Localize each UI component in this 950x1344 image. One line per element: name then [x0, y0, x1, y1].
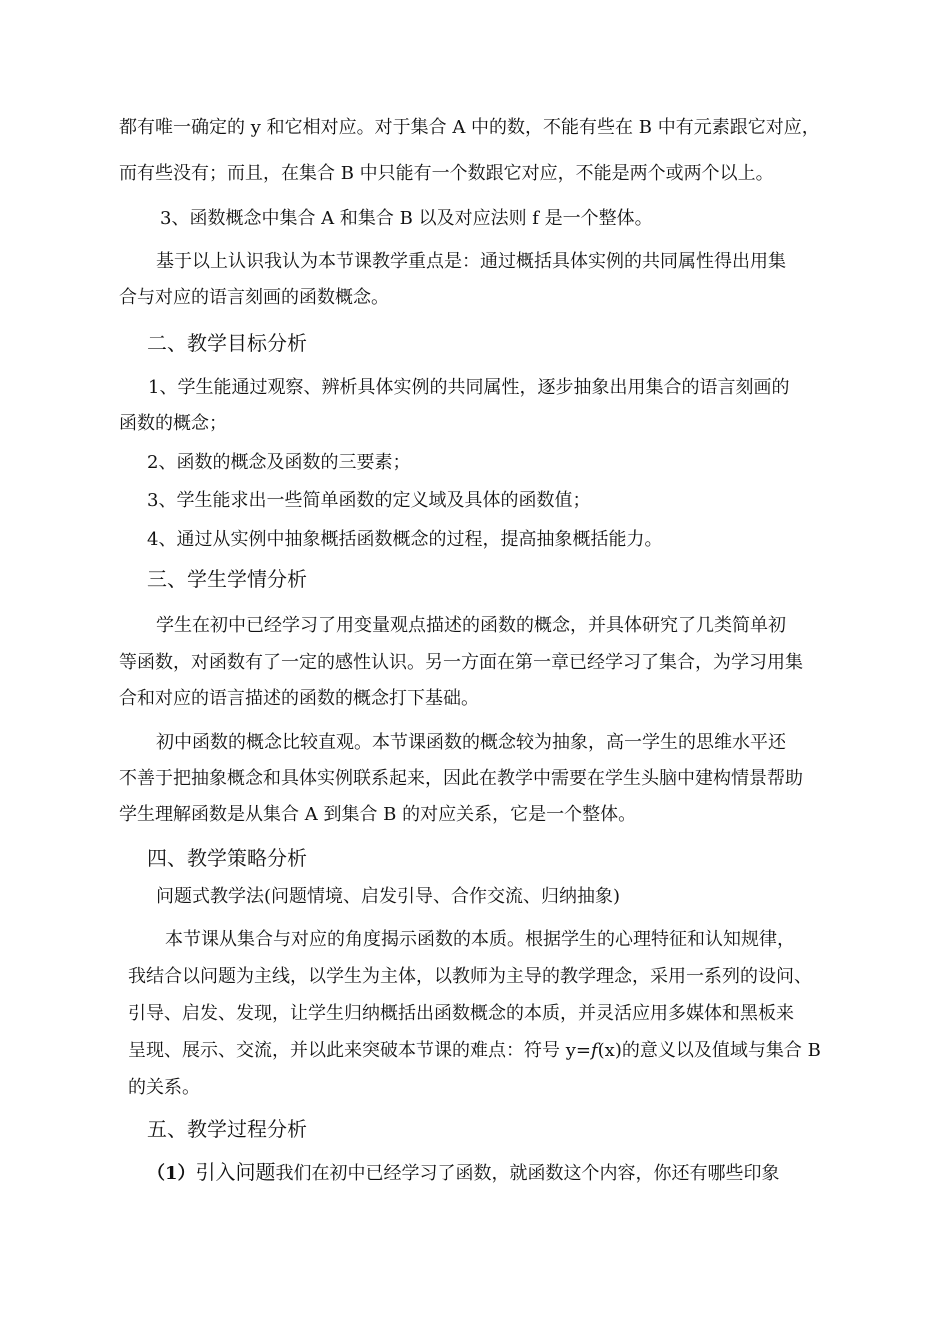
paragraph-line: 初中函数的概念比较直观。本节课函数的概念较为抽象，高一学生的思维水平还	[156, 732, 786, 753]
paragraph-line: 不善于把抽象概念和具体实例联系起来，因此在教学中需要在学生头脑中建构情景帮助	[119, 768, 803, 789]
paragraph-line: 等函数，对函数有了一定的感性认识。另一方面在第一章已经学习了集合，为学习用集	[119, 652, 803, 673]
text-run: 呈现、展示、交流，并以此来突破本节课的难点：符号 y=	[128, 1040, 591, 1061]
step-title: 引入问题	[195, 1160, 276, 1184]
paragraph-line: 学生在初中已经学习了用变量观点描述的函数的概念，并具体研究了几类简单初	[156, 615, 786, 636]
list-item: 4、通过从实例中抽象概括函数概念的过程，提高抽象概括能力。	[147, 529, 663, 550]
text-run: (x)的意义以及值域与集合 B	[597, 1040, 821, 1061]
section-heading: 三、学生学情分析	[147, 567, 307, 591]
paragraph-line: 我结合以问题为主线，以学生为主体，以教师为主导的教学理念，采用一系列的设问、	[128, 966, 812, 987]
paragraph-line: 合和对应的语言描述的函数的概念打下基础。	[119, 688, 479, 709]
paragraph-line: 本节课从集合与对应的角度揭示函数的本质。根据学生的心理特征和认知规律，	[165, 929, 795, 950]
paragraph-line: 基于以上认识我认为本节课教学重点是：通过概括具体实例的共同属性得出用集	[156, 251, 786, 272]
function-symbol: f	[590, 1040, 598, 1061]
section-heading: 四、教学策略分析	[147, 846, 307, 870]
list-item: 1、学生能通过观察、辨析具体实例的共同属性，逐步抽象出用集合的语言刻画的	[148, 377, 790, 398]
list-item-continuation: 函数的概念；	[119, 413, 227, 434]
paragraph-line: 合与对应的语言刻画的函数概念。	[119, 287, 389, 308]
paragraph-line: 学生理解函数是从集合 A 到集合 B 的对应关系，它是一个整体。	[119, 804, 637, 825]
section-heading: 二、教学目标分析	[147, 331, 307, 355]
list-item: 3、学生能求出一些简单函数的定义域及具体的函数值；	[147, 490, 591, 511]
section-heading: 五、教学过程分析	[147, 1117, 307, 1141]
step-number: （1）	[147, 1163, 196, 1184]
paragraph-line: 的关系。	[128, 1077, 200, 1098]
paragraph-line: 而有些没有；而且，在集合 B 中只能有一个数跟它对应，不能是两个或两个以上。	[119, 163, 774, 184]
text-run: 我们在初中已经学习了函数，就函数这个内容，你还有哪些印象	[275, 1163, 780, 1184]
paragraph-line: 问题式教学法(问题情境、启发引导、合作交流、归纳抽象)	[156, 886, 621, 907]
paragraph-line	[128, 1039, 821, 1063]
list-item: 2、函数的概念及函数的三要素；	[147, 452, 411, 473]
list-item: 3、函数概念中集合 A 和集合 B 以及对应法则 f 是一个整体。	[160, 208, 653, 229]
paragraph-line: 都有唯一确定的 y 和它相对应。对于集合 A 中的数，不能有些在 B 中有元素跟它对应，	[119, 117, 820, 138]
paragraph-line	[147, 1160, 780, 1186]
paragraph-line: 引导、启发、发现，让学生归纳概括出函数概念的本质，并灵活应用多媒体和黑板来	[128, 1003, 794, 1024]
